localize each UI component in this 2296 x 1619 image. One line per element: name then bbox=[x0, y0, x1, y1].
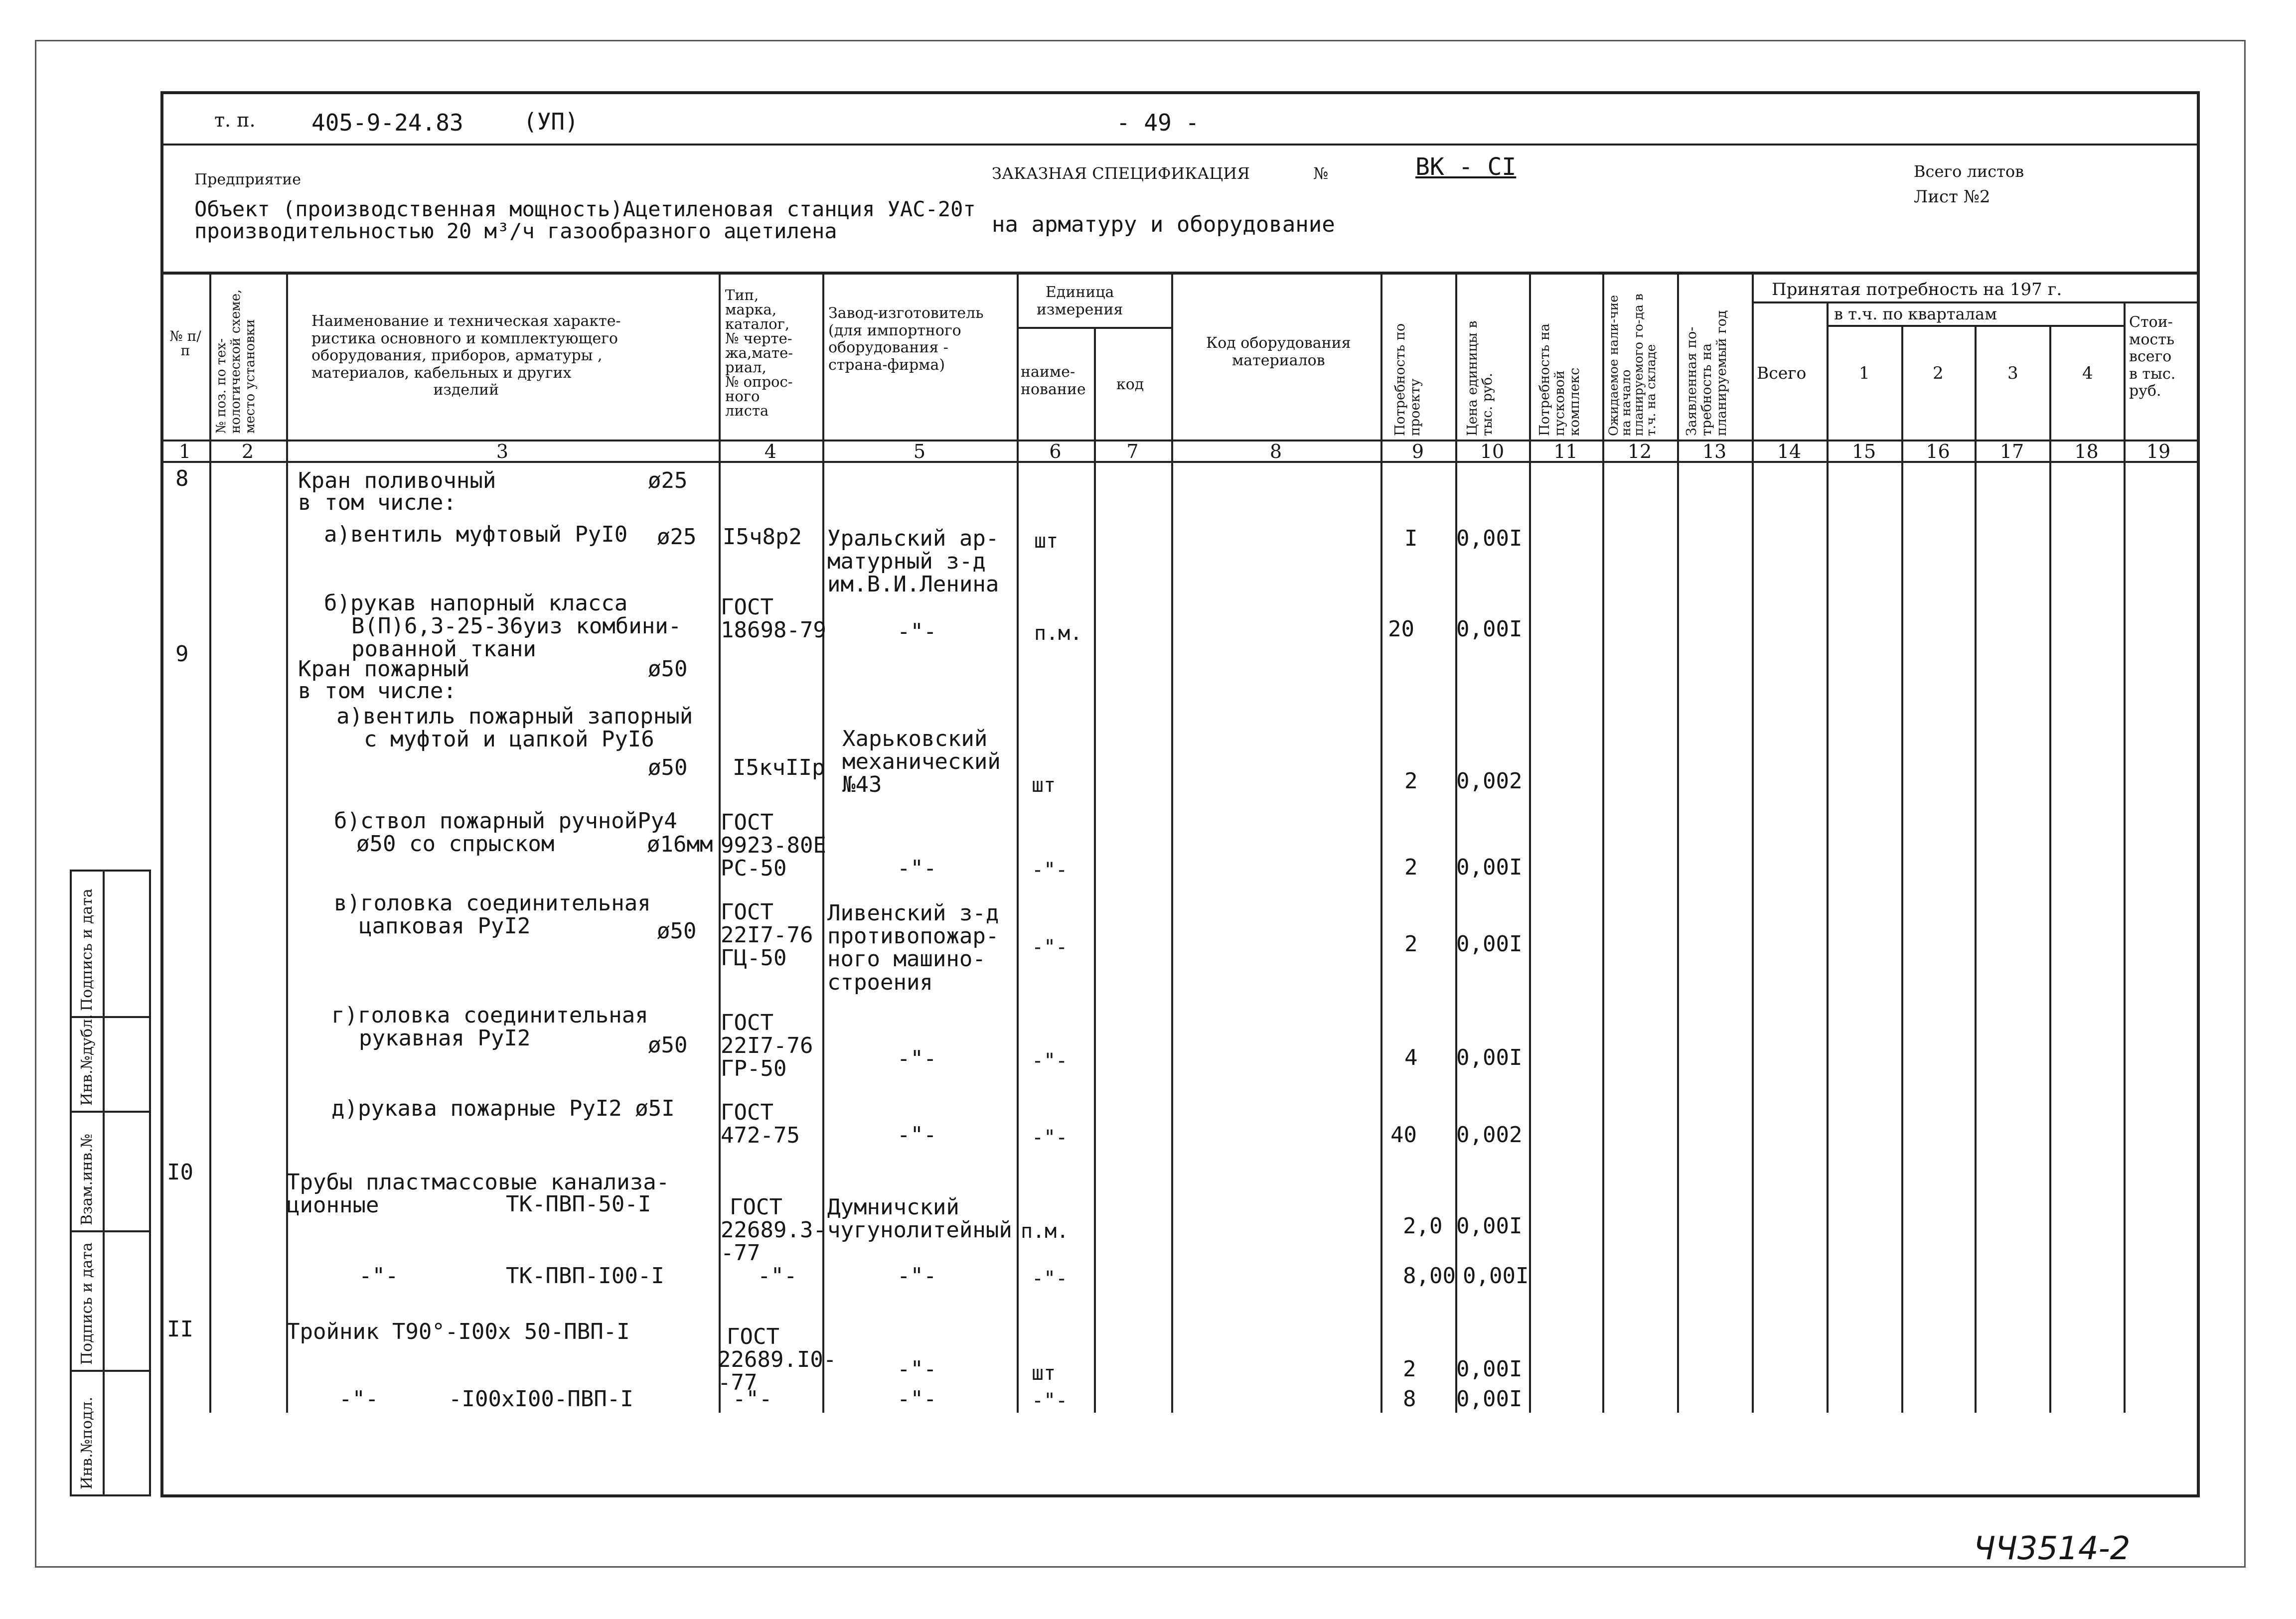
row10-type: ГОСТ 22689.3- -77 bbox=[721, 1194, 826, 1266]
row8b-qty: 20 bbox=[1388, 616, 1414, 642]
colnum-7: 7 bbox=[1126, 441, 1139, 462]
header-units: Единица измерения bbox=[1037, 284, 1123, 318]
row9b-unit: -"- bbox=[1032, 859, 1068, 882]
row10b-maker: -"- bbox=[897, 1263, 937, 1289]
row8b-type: ГОСТ 18698-79 bbox=[721, 594, 826, 643]
row9b-name: б)ствол пожарный ручнойРу4 ø50 со спрыском bbox=[334, 808, 677, 857]
row9d-unit: -"- bbox=[1032, 1126, 1068, 1149]
stamp-sign-date-1: Подпись и дата bbox=[78, 888, 96, 1011]
row8a-qty: I bbox=[1404, 526, 1418, 551]
colnum-19: 19 bbox=[2146, 441, 2171, 462]
row11-type: ГОСТ 22689.I0- -77 bbox=[718, 1324, 837, 1396]
colnum-2: 2 bbox=[241, 441, 254, 462]
row9v-price: 0,00I bbox=[1456, 931, 1523, 957]
row9-in-that: в том числе: bbox=[298, 678, 457, 704]
colnum-11: 11 bbox=[1553, 441, 1578, 462]
row10b-qty: 8,00 bbox=[1403, 1263, 1456, 1289]
row9a-qty: 2 bbox=[1404, 768, 1418, 794]
row9a-maker: Харьковский механический №43 bbox=[842, 726, 1001, 798]
row10-price: 0,00I bbox=[1456, 1213, 1523, 1239]
inventory-number: ЧЧ3514-2 bbox=[1974, 1530, 2131, 1567]
row11-maker: -"- bbox=[897, 1356, 937, 1382]
row8b-maker: -"- bbox=[897, 619, 937, 644]
header-c6: наиме- нование bbox=[1021, 363, 1086, 398]
row11b-unit: -"- bbox=[1032, 1389, 1068, 1412]
row10-number: I0 bbox=[167, 1160, 193, 1185]
row9-number: 9 bbox=[175, 641, 189, 667]
row11b-type: -"- bbox=[733, 1386, 772, 1412]
row11-number: II bbox=[167, 1317, 193, 1342]
side-stamp bbox=[70, 870, 151, 1496]
total-sheets-label: Всего листов bbox=[1914, 162, 2024, 181]
header-c14: Всего bbox=[1757, 363, 1807, 383]
row8-name: Кран поливочный bbox=[298, 468, 496, 493]
row9g-maker: -"- bbox=[897, 1046, 937, 1071]
row8a-dn: ø25 bbox=[657, 524, 697, 550]
colnum-10: 10 bbox=[1480, 441, 1505, 462]
row11b-ditto: -"- bbox=[339, 1386, 379, 1412]
row11b-qty: 8 bbox=[1403, 1386, 1416, 1412]
header-c12: Ожидаемое нали-чие на начало планируемого го-да в т.ч. на складе bbox=[1606, 294, 1658, 436]
colnum-12: 12 bbox=[1627, 441, 1652, 462]
header-c3: Наименование и техническая характе- ристика основного и комплектующего оборудования, приборов, арматуры , материалов, кабельных и других изделий bbox=[311, 312, 621, 399]
row9a-price: 0,002 bbox=[1456, 768, 1523, 794]
row8a-price: 0,00I bbox=[1456, 526, 1523, 551]
colnum-4: 4 bbox=[764, 441, 777, 462]
colnum-5: 5 bbox=[913, 441, 926, 462]
row10b-price: 0,00I bbox=[1463, 1263, 1529, 1289]
header-q1: 1 bbox=[1859, 363, 1870, 383]
sheet-number-label: Лист №2 bbox=[1914, 187, 1990, 207]
row9a-unit: шт bbox=[1032, 774, 1056, 797]
header-q3: 3 bbox=[2007, 363, 2018, 383]
row9g-name: г)головка соединительная рукавная РуI2 bbox=[331, 1003, 648, 1051]
row8b-unit: п.м. bbox=[1034, 622, 1082, 645]
row10-unit: п.м. bbox=[1021, 1220, 1069, 1243]
row9b-type: ГОСТ 9923-80Е РС-50 bbox=[721, 810, 826, 882]
row11b-maker: -"- bbox=[897, 1386, 937, 1412]
header-c11: Потребность на пусковой комплекс bbox=[1537, 323, 1583, 436]
row10b-unit: -"- bbox=[1032, 1267, 1068, 1290]
row8b-name: б)рукав напорный класса В(П)6,3-25-36уиз комбини- рованной ткани bbox=[324, 590, 682, 662]
accepted-line bbox=[1752, 301, 2197, 303]
top-band-divider bbox=[160, 144, 2197, 146]
row9d-price: 0,002 bbox=[1456, 1122, 1523, 1148]
row8a-maker: Уральский ар- матурный з-д им.В.И.Ленина bbox=[827, 526, 999, 597]
row9g-price: 0,00I bbox=[1456, 1045, 1523, 1070]
header-c4: Тип, марка, каталог, № черте- жа,мате- риал, № опрос- ного листа bbox=[725, 287, 793, 419]
header-c7: код bbox=[1116, 376, 1144, 393]
row10-qty: 2,0 bbox=[1403, 1213, 1443, 1239]
row9g-type: ГОСТ 22I7-76 ГР-50 bbox=[721, 1010, 813, 1082]
object-line-2: производительностью 20 м³/ч газообразного ацетилена bbox=[194, 219, 837, 243]
spec-title: ЗАКАЗНАЯ СПЕЦИФИКАЦИЯ bbox=[992, 164, 1250, 183]
row10-maker: Думничский чугунолитейный bbox=[827, 1194, 1012, 1243]
row11b-mark: -I00хI00-ПВП-I bbox=[449, 1386, 633, 1412]
enterprise-label: Предприятие bbox=[194, 171, 302, 188]
header-q2: 2 bbox=[1933, 363, 1944, 383]
spec-no-label: № bbox=[1313, 164, 1329, 183]
spec-subject: на арматуру и оборудование bbox=[992, 212, 1335, 237]
header-c8: Код оборудования материалов bbox=[1206, 334, 1351, 369]
header-quarters: в т.ч. по кварталам bbox=[1834, 304, 1997, 323]
row11-qty: 2 bbox=[1403, 1356, 1416, 1382]
colnum-1: 1 bbox=[178, 441, 191, 462]
row11-price: 0,00I bbox=[1456, 1356, 1523, 1382]
row9d-maker: -"- bbox=[897, 1122, 937, 1148]
row9a-dn: ø50 bbox=[648, 755, 688, 780]
row9d-type: ГОСТ 472-75 bbox=[721, 1100, 800, 1149]
colnum-13: 13 bbox=[1702, 441, 1727, 462]
colnum-14: 14 bbox=[1777, 441, 1802, 462]
row9v-type: ГОСТ 22I7-76 ГЦ-50 bbox=[721, 899, 813, 971]
colnum-3: 3 bbox=[496, 441, 509, 462]
row11-unit: шт bbox=[1032, 1362, 1056, 1385]
colnum-6: 6 bbox=[1049, 441, 1062, 462]
row8-dn: ø25 bbox=[648, 468, 688, 493]
album-label: (УП) bbox=[523, 108, 579, 135]
header-accepted: Принятая потребность на 197 г. bbox=[1772, 280, 2062, 299]
row10b-ditto: -"- bbox=[359, 1263, 399, 1289]
row10-mark: ТК-ПВП-50-I bbox=[506, 1191, 651, 1217]
row8b-price: 0,00I bbox=[1456, 616, 1523, 642]
row8a-type: I5ч8р2 bbox=[723, 524, 802, 550]
row9v-dn: ø50 bbox=[657, 918, 697, 944]
stamp-sign-date-2: Подпись и дата bbox=[78, 1242, 96, 1365]
colnum-8: 8 bbox=[1269, 441, 1282, 462]
row10-name: Трубы пластмассовые канализа- ционные bbox=[287, 1170, 670, 1218]
row9v-unit: -"- bbox=[1032, 936, 1068, 959]
spec-number: ВК - СI bbox=[1415, 153, 1517, 181]
tp-number: 405-9-24.83 bbox=[311, 109, 463, 136]
colnum-18: 18 bbox=[2074, 441, 2099, 462]
row9a-type: I5кчIIр bbox=[733, 755, 825, 780]
row9g-dn: ø50 bbox=[648, 1032, 688, 1058]
row9g-unit: -"- bbox=[1032, 1049, 1068, 1072]
header-c9: Потребность по проекту bbox=[1392, 323, 1423, 436]
colnum-9: 9 bbox=[1411, 441, 1424, 462]
header-c2: № поз. по тех-нологической схеме, место установки bbox=[214, 289, 258, 434]
row8a-unit: шт bbox=[1034, 530, 1059, 553]
header-c10: Цена единицы в тыс. руб. bbox=[1465, 320, 1496, 436]
stamp-inv-podl: Инв.№подл. bbox=[78, 1396, 96, 1489]
colnum-16: 16 bbox=[1926, 441, 1950, 462]
row9-name: Кран пожарный bbox=[298, 656, 470, 682]
header-c5: Завод-изготовитель (для импортного оборудования - страна-фирма) bbox=[828, 304, 984, 374]
row9b-dn: ø16мм bbox=[647, 832, 713, 857]
row9-dn: ø50 bbox=[648, 656, 688, 682]
row9g-qty: 4 bbox=[1404, 1045, 1418, 1070]
table-top-line bbox=[160, 272, 2197, 275]
tp-label: т. п. bbox=[214, 109, 256, 131]
row9b-price: 0,00I bbox=[1456, 855, 1523, 880]
header-c13: Заявленная по-требность на планируемый год bbox=[1684, 310, 1730, 436]
row9b-maker: -"- bbox=[897, 856, 937, 881]
colnum-17: 17 bbox=[1999, 441, 2024, 462]
page-number: - 49 - bbox=[1116, 109, 1200, 136]
row8-in-that: в том числе: bbox=[298, 490, 457, 515]
row9v-qty: 2 bbox=[1404, 931, 1418, 957]
stamp-inv-dubl: Инв.№дубл. bbox=[78, 1014, 96, 1106]
row9b-qty: 2 bbox=[1404, 855, 1418, 880]
row9v-maker: Ливенский з-д противопожар- ного машино- строения bbox=[827, 900, 999, 995]
row9a-name: а)вентиль пожарный запорный с муфтой и цапкой РуI6 bbox=[336, 704, 693, 752]
row8-number: 8 bbox=[175, 466, 189, 491]
row11-name: Тройник Т90°-I00х 50-ПВП-I bbox=[287, 1319, 630, 1344]
header-c1: № п/п bbox=[169, 328, 201, 359]
stamp-vzam-inv: Взам.инв.№ bbox=[78, 1134, 96, 1225]
colnum-15: 15 bbox=[1851, 441, 1876, 462]
row8a-name: а)вентиль муфтовый РуI0 bbox=[324, 522, 628, 547]
header-q4: 4 bbox=[2082, 363, 2093, 383]
row10b-mark: ТК-ПВП-I00-I bbox=[506, 1263, 664, 1289]
row9d-qty: 40 bbox=[1390, 1122, 1417, 1148]
row9v-name: в)головка соединительная цапковая РуI2 bbox=[334, 890, 651, 939]
row9d-name: д)рукава пожарные РуI2 ø5I bbox=[331, 1096, 675, 1121]
row10b-type: -"- bbox=[758, 1263, 797, 1289]
row11b-price: 0,00I bbox=[1456, 1386, 1523, 1412]
object-line-1: Объект (производственная мощность)Ацетиленовая станция УАС-20т bbox=[194, 197, 976, 221]
header-c19: Стои- мость всего в тыс. руб. bbox=[2129, 313, 2176, 400]
